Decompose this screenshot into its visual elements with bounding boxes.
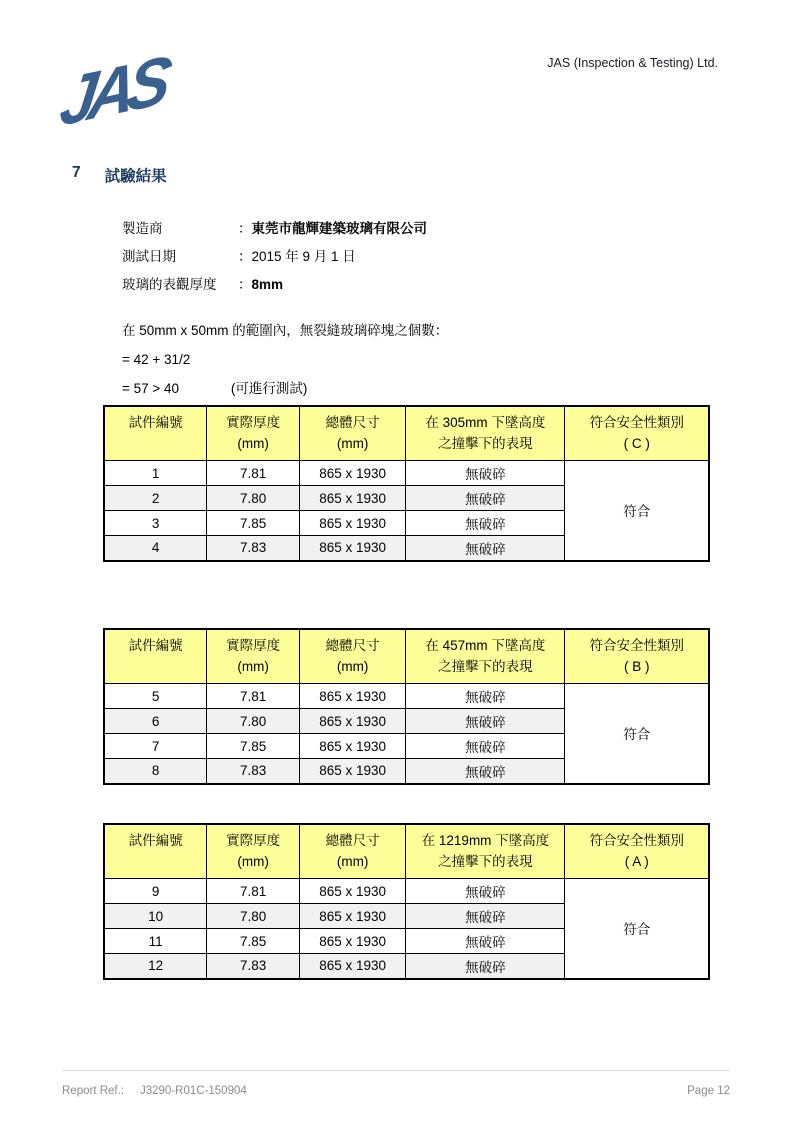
cell-specimen-id: 2 [104,486,207,511]
fragment-note-remark: (可進行測試) [230,381,308,396]
col-header-actual-thickness: 實際厚度 (mm) [207,824,300,879]
table-row [104,461,709,486]
col-header-safety-class: 符合安全性類別 ( A ) [565,824,709,879]
table-row [104,684,709,709]
col-header-specimen-id: 試件編號 [104,824,207,879]
cell-result: 無破碎 [406,486,565,511]
cell-specimen-id: 12 [104,954,207,979]
cell-result: 無破碎 [406,511,565,536]
cell-thickness: 7.85 [207,734,300,759]
cell-size: 865 x 1930 [299,709,405,734]
cell-result: 無破碎 [406,954,565,979]
page-footer [62,1070,730,1097]
cell-thickness: 7.80 [207,709,300,734]
fragment-note-line2: = 42 + 31/2 [122,352,191,367]
col-header-overall-size: 總體尺寸 (mm) [299,824,405,879]
cell-conformity: 符合 [565,879,709,979]
cell-thickness: 7.81 [207,461,300,486]
table-row [104,879,709,904]
cell-thickness: 7.81 [207,684,300,709]
cell-result: 無破碎 [406,684,565,709]
info-row-glass-thickness [122,271,427,299]
jas-logo [52,42,212,152]
section-title: 試驗結果 [104,168,167,185]
jas-logo-text: JAS [55,41,169,141]
glass-thickness-value: 8mm [251,277,284,292]
col-header-overall-size: 總體尺寸 (mm) [299,629,405,684]
manufacturer-label: 製造商 [122,221,163,236]
table-header-row [104,824,709,879]
cell-size: 865 x 1930 [299,486,405,511]
cell-result: 無破碎 [406,759,565,784]
cell-specimen-id: 10 [104,904,207,929]
cell-result: 無破碎 [406,734,565,759]
cell-size: 865 x 1930 [299,734,405,759]
test-info-block [122,215,427,299]
col-header-safety-class: 符合安全性類別 ( C ) [565,406,709,461]
col-header-impact-performance: 在 1219mm 下墜高度 之撞擊下的表現 [406,824,565,879]
page-number: Page 12 [687,1085,730,1097]
fragment-note-result: = 57 > 40 [122,381,180,396]
cell-result: 無破碎 [406,879,565,904]
fragment-note-line1: 在 50mm x 50mm 的範圍內，無裂縫玻璃碎塊之個數： [122,323,449,338]
info-row-manufacturer [122,215,427,243]
info-row-test-date [122,243,427,271]
cell-thickness: 7.85 [207,511,300,536]
cell-specimen-id: 8 [104,759,207,784]
cell-specimen-id: 11 [104,929,207,954]
col-header-specimen-id: 試件編號 [104,629,207,684]
cell-thickness: 7.81 [207,879,300,904]
cell-thickness: 7.80 [207,904,300,929]
cell-conformity: 符合 [565,461,709,561]
cell-size: 865 x 1930 [299,879,405,904]
cell-result: 無破碎 [406,929,565,954]
cell-thickness: 7.83 [207,954,300,979]
cell-size: 865 x 1930 [299,684,405,709]
cell-specimen-id: 9 [104,879,207,904]
section-number: 7 [72,164,81,181]
glass-thickness-label: 玻璃的表觀厚度 [122,277,217,292]
cell-size: 865 x 1930 [299,904,405,929]
section-heading [72,164,167,186]
cell-result: 無破碎 [406,709,565,734]
cell-specimen-id: 4 [104,536,207,561]
cell-size: 865 x 1930 [299,536,405,561]
cell-specimen-id: 3 [104,511,207,536]
company-name: JAS (Inspection & Testing) Ltd. [547,56,718,70]
manufacturer-value: 東莞市龍輝建築玻璃有限公司 [251,221,427,236]
report-ref-value: J3290-R01C-150904 [140,1085,247,1097]
col-header-actual-thickness: 實際厚度 (mm) [207,406,300,461]
colon-separator: ： [238,221,252,236]
fragment-note-line3 [122,374,448,403]
result-table-305mm [103,405,710,562]
cell-specimen-id: 5 [104,684,207,709]
table-header-row [104,629,709,684]
cell-result: 無破碎 [406,461,565,486]
col-header-impact-performance: 在 305mm 下墜高度 之撞擊下的表現 [406,406,565,461]
cell-thickness: 7.85 [207,929,300,954]
cell-specimen-id: 7 [104,734,207,759]
cell-specimen-id: 6 [104,709,207,734]
cell-thickness: 7.80 [207,486,300,511]
test-date-value: 2015 年 9 月 1 日 [251,249,356,264]
cell-conformity: 符合 [565,684,709,784]
cell-thickness: 7.83 [207,536,300,561]
table-header-row [104,406,709,461]
col-header-overall-size: 總體尺寸 (mm) [299,406,405,461]
colon-separator: ： [238,277,252,292]
cell-size: 865 x 1930 [299,954,405,979]
colon-separator: ： [238,249,252,264]
cell-result: 無破碎 [406,536,565,561]
cell-size: 865 x 1930 [299,759,405,784]
report-ref [62,1085,247,1097]
cell-size: 865 x 1930 [299,461,405,486]
col-header-safety-class: 符合安全性類別 ( B ) [565,629,709,684]
fragment-count-note [122,316,448,403]
col-header-impact-performance: 在 457mm 下墜高度 之撞擊下的表現 [406,629,565,684]
col-header-actual-thickness: 實際厚度 (mm) [207,629,300,684]
col-header-specimen-id: 試件編號 [104,406,207,461]
result-table-457mm [103,628,710,785]
cell-result: 無破碎 [406,904,565,929]
cell-thickness: 7.83 [207,759,300,784]
cell-size: 865 x 1930 [299,511,405,536]
report-ref-label: Report Ref.: [62,1085,124,1097]
cell-specimen-id: 1 [104,461,207,486]
cell-size: 865 x 1930 [299,929,405,954]
test-date-label: 測試日期 [122,249,176,264]
result-table-1219mm [103,823,710,980]
